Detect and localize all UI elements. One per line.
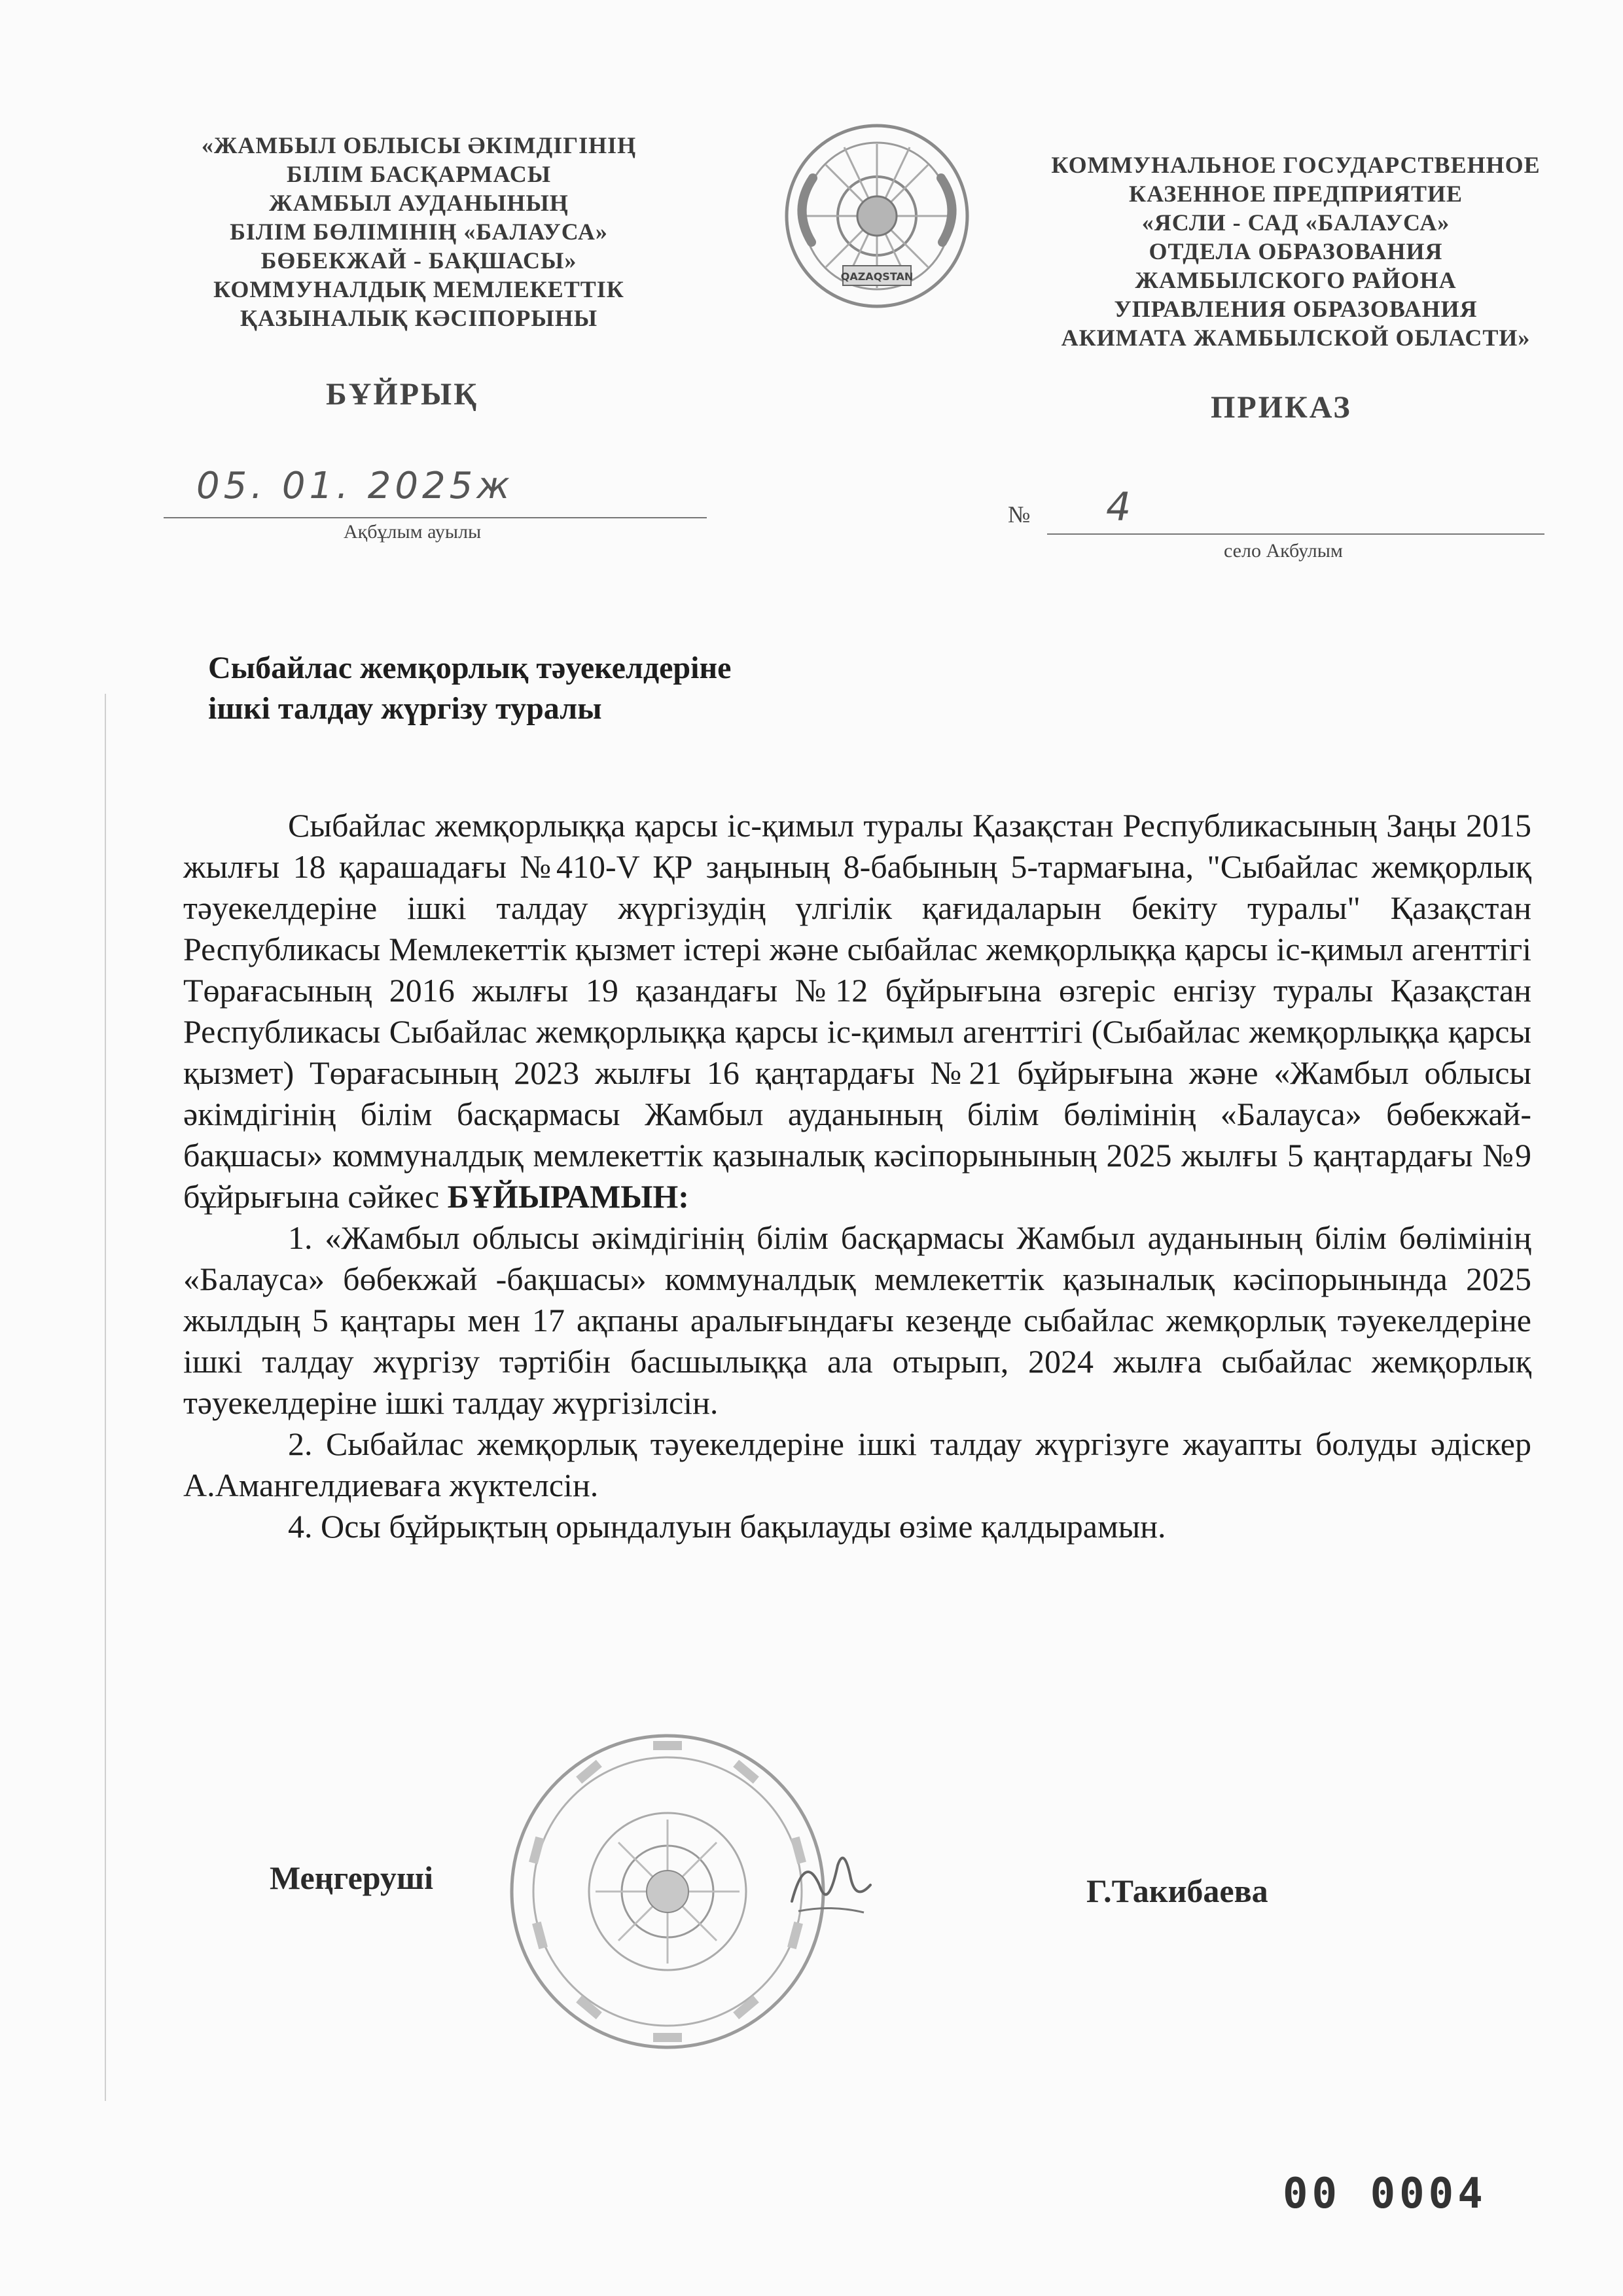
order-item-2: 2. Сыбайлас жемқорлық тәуекелдеріне ішкі талдау жүргізуге жауапты болуды әдіскер А.Амангелдиеваға жүктелсін.	[183, 1426, 1531, 1503]
header-right-line: ЖАМБЫЛСКОГО РАЙОНА	[1135, 267, 1457, 293]
header-right-line: КОММУНАЛЬНОЕ ГОСУДАРСТВЕННОЕ	[1051, 152, 1541, 178]
document-body	[183, 805, 1531, 1547]
header-right-line: УПРАВЛЕНИЯ ОБРАЗОВАНИЯ	[1114, 296, 1478, 322]
header-right-ru	[1021, 151, 1571, 352]
header-right-line: КАЗЕННОЕ ПРЕДПРИЯТИЕ	[1128, 181, 1463, 207]
handwritten-signature-icon	[779, 1839, 883, 1924]
command-word: БҰЙЫРАМЫН:	[447, 1178, 689, 1215]
order-word-ru: ПРИКАЗ	[1211, 390, 1352, 425]
place-kz: Ақбұлым ауылы	[344, 521, 482, 543]
number-label: №	[1008, 501, 1031, 528]
document-title	[208, 648, 993, 729]
body-intro	[183, 805, 1531, 1217]
header-left-line: БІЛІМ БӨЛІМІНІҢ «БАЛАУСА»	[230, 219, 608, 245]
header-right-line: «ЯСЛИ - САД «БАЛАУСА»	[1141, 209, 1450, 236]
page-number: 00 0004	[1283, 2170, 1487, 2218]
order-item-1: 1. «Жамбыл облысы әкімдігінің білім басқармасы Жамбыл ауданының білім бөлімінің «Балауса» бөбекжай -бақшасы» коммуналдық мемлекеттік қазыналық кәсіпорынында 2025 жылдың 5 қаңтары мен 17 ақпаны аралығындағы кезеңде сыбайлас жемқорлық тәуекелдеріне ішкі талдау жүргізу тәртібін басшылыққа ала отырып, 2024 жылға сыбайлас жемқорлық тәуекелдеріне ішкі талдау жүргізілсін.	[183, 1219, 1531, 1421]
date-handwritten: 05. 01. 2025ж	[196, 465, 514, 507]
side-margin-note	[79, 694, 137, 2101]
header-left-line: БІЛІМ БАСҚАРМАСЫ	[286, 161, 552, 187]
header-left-line: КОММУНАЛДЫҚ МЕМЛЕКЕТТІК	[213, 276, 624, 302]
state-emblem-icon	[772, 118, 982, 314]
place-ru: село Акбулым	[1224, 540, 1343, 562]
date-underline	[164, 517, 707, 518]
header-left-kz	[151, 131, 687, 332]
header-left-line: ҚАЗЫНАЛЫҚ КӘСІПОРЫНЫ	[240, 305, 598, 331]
intro-text: Сыбайлас жемқорлыққа қарсы іс-қимыл туралы Қазақстан Республикасының Заңы 2015 жылғы 18 қарашадағы №410-V ҚР заңының 8-бабының 5-тармағына, "Сыбайлас жемқорлық тәуекелдеріне ішкі талдау жүргізудің үлгілік қағидаларын бекіту туралы" Қазақстан Республикасы Мемлекеттік қызмет істері және сыбайлас жемқорлыққа қарсы іс-қимыл агенттігі Төрағасының 2016 жылғы 19 қазандағы №12 бұйрығына өзгеріс енгізу туралы Қазақстан Республикасы Сыбайлас жемқорлыққа қарсы іс-қимыл агенттігі (Сыбайлас жемқорлыққа қарсы қызмет) Төрағасының 2023 жылғы 16 қаңтардағы №21 бұйрығына және «Жамбыл облысы әкімдігінің білім басқармасы Жамбыл ауданының білім бөлімінің «Балауса» бөбекжай-бақшасы» коммуналдық мемлекеттік қазыналық кәсіпорынының 2025 жылғы 5 қаңтардағы №9 бұйрығына сәйкес	[183, 807, 1531, 1215]
header-left-line: ЖАМБЫЛ АУДАНЫНЫҢ	[269, 190, 569, 216]
header-right-line: ОТДЕЛА ОБРАЗОВАНИЯ	[1149, 238, 1443, 264]
order-word-kz: БҰЙРЫҚ	[326, 377, 478, 412]
header-right-line: АКИМАТА ЖАМБЫЛСКОЙ ОБЛАСТИ»	[1061, 325, 1531, 351]
header-left-line: «ЖАМБЫЛ ОБЛЫСЫ ӘКІМДІГІНІҢ	[201, 132, 637, 158]
header-left-line: БӨБЕКЖАЙ - БАҚШАСЫ»	[260, 247, 577, 274]
signer-name: Г.Такибаева	[1086, 1873, 1268, 1909]
title-line: Сыбайлас жемқорлық тәуекелдеріне	[208, 651, 732, 685]
signer-role: Меңгеруші	[270, 1859, 434, 1896]
number-handwritten: 4	[1106, 484, 1132, 530]
order-item-4: 4. Осы бұйрықтың орындалуын бақылауды өзіме қалдырамын.	[288, 1508, 1166, 1545]
title-line: ішкі талдау жүргізу туралы	[208, 691, 602, 726]
emblem-text: QAZAQSTAN	[840, 270, 914, 283]
number-underline	[1047, 533, 1544, 535]
